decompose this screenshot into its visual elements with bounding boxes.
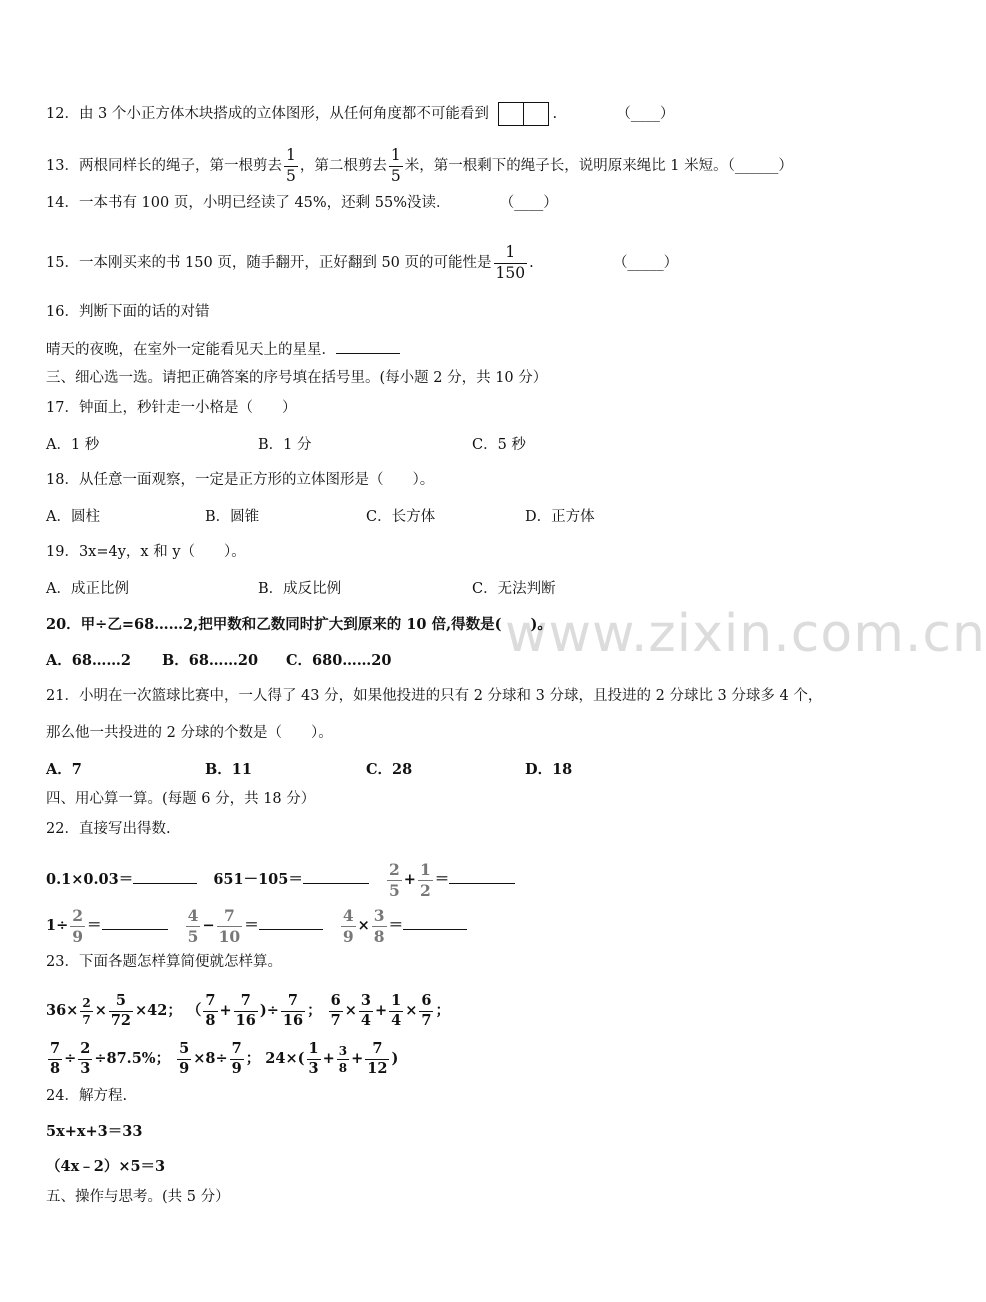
fraction: $\frac{2}{3}$ [80,1040,91,1077]
answer-blank[interactable] [102,929,168,930]
answer-blank[interactable] [449,883,515,884]
fraction: $\frac{1}{4}$ [391,992,402,1029]
fraction: $\frac{7}{16}$ [235,992,256,1029]
option-b: B．圆锥 [205,509,260,525]
option-b: B．68……20 [162,652,259,669]
question-23-row-2: $\frac{7}{8}$ ÷ $\frac{2}{3}$ ÷87.5%； $\frac{5}{9}$ ×8÷ $\frac{7}{9}$ ； 24×( $\frac{1}{3}$ + $\frac{3}{8}$ + $\frac{7}{12}$ ) [50,1040,399,1077]
fraction: $\frac{2}{9}$ [72,906,84,946]
question-20-stem: 20．甲÷乙=68……2,把甲数和乙数同时扩大到原来的 10 倍,得数是( )。 [46,616,552,633]
question-16-statement: 晴天的夜晚，在室外一定能看见天上的星星． [46,340,400,360]
question-14: 14．一本书有 100 页，小明已经读了 45%，还剩 55%没读． （____） [46,195,558,211]
option-b: B．1 分 [258,437,312,453]
option-d: D．18 [525,761,573,778]
question-21-stem-line2: 那么他一共投进的 2 分球的个数是（ ）。 [46,725,333,741]
option-c: C．长方体 [366,509,436,525]
question-18-stem: 18．从任意一面观察，一定是正方形的立体图形是（ ）。 [46,472,435,488]
section-4-heading: 四、用心算一算。(每题 6 分，共 18 分） [46,791,316,807]
question-24-title: 24．解方程. [46,1088,128,1104]
fraction: $\frac{7}{16}$ [282,992,304,1029]
question-17-stem: 17．钟面上，秒针走一小格是（ ） [46,400,297,416]
fraction: $\frac{4}{5}$ [187,906,199,946]
equation-1: 5x+x+3＝33 [46,1123,143,1140]
answer-paren: （____） [616,106,675,122]
option-a: A．成正比例 [46,581,129,597]
option-a: A．68……2 [46,652,132,669]
fraction: $\frac{5}{9}$ [179,1040,190,1077]
question-13: 13．两根同样长的绳子，第一根剪去 $\frac{1}{5}$ ，第二根剪去 $\frac{1}{5}$ 米，第一根剩下的绳子长，说明原来绳比 1 米短。（______） [46,146,793,185]
fraction: $\frac{3}{8}$ [338,1043,348,1075]
option-c: C．5 秒 [472,437,526,453]
question-16-title: 16．判断下面的话的对错 [46,304,210,320]
answer-blank[interactable] [259,929,323,930]
option-c: C．28 [366,761,413,778]
fraction: $\frac{2}{5}$ [389,860,400,900]
question-19-stem: 19．3x=4y，x 和 y（ ）。 [46,544,246,560]
option-a: A．7 [46,761,82,778]
answer-paren: （____） [499,195,558,211]
answer-blank[interactable] [133,883,197,884]
answer-blank[interactable] [403,929,467,930]
section-5-heading: 五、操作与思考。(共 5 分） [46,1189,230,1205]
answer-paren: （_____） [612,255,679,271]
fraction: $\frac{5}{72}$ [110,992,132,1029]
fraction: $\frac{7}{12}$ [367,1040,388,1077]
fraction: $\frac{7}{9}$ [231,1040,242,1077]
question-22-title: 22．直接写出得数. [46,821,171,837]
fraction: $\frac{1}{5}$ [285,146,296,185]
fraction: $\frac{3}{4}$ [360,992,371,1029]
option-c: C．无法判断 [472,581,556,597]
fraction: $\frac{7}{8}$ [205,992,216,1029]
option-b: B．成反比例 [258,581,342,597]
question-12: 12．由 3 个小正方体木块搭成的立体图形，从任何角度都不可能看到 . （____） [46,102,674,126]
section-3-heading: 三、细心选一选。请把正确答案的序号填在括号里。(每小题 2 分，共 10 分） [46,370,548,386]
option-a: A．1 秒 [46,437,100,453]
fraction: $\frac{6}{7}$ [421,992,432,1029]
question-15: 15．一本刚买来的书 150 页，随手翻开，正好翻到 50 页的可能性是 $\frac{1}{150}$ . （_____） [46,243,679,282]
fraction: $\frac{7}{10}$ [218,906,241,946]
answer-blank[interactable] [303,883,369,884]
fraction: $\frac{7}{8}$ [50,1040,61,1077]
option-a: A．圆柱 [46,509,100,525]
fraction: $\frac{1}{3}$ [308,1040,319,1077]
fraction: $\frac{4}{9}$ [342,906,354,946]
question-22-row-2: 1÷ $\frac{2}{9}$ ＝ $\frac{4}{5}$ − $\frac{7}{10}$ ＝ $\frac{4}{9}$ × $\frac{3}{8}$ ＝ [46,908,467,944]
watermark: www.zixin.com.cn [505,604,986,664]
question-23-row-1: 36× $\frac{2}{7}$ × $\frac{5}{72}$ ×42； （ $\frac{7}{8}$ + $\frac{7}{16}$ )÷ $\frac{7}{16}$ ； $\frac{6}{7}$ × $\frac{3}{4}$ + $\frac{1}{4}$ × $\frac{6}{7}$ ； [46,992,450,1029]
option-c: C．680……20 [286,652,392,669]
option-d: D．正方体 [525,509,595,525]
fraction: $\frac{1}{5}$ [390,146,401,185]
question-22-row-1: 0.1×0.03＝ 651－105＝ $\frac{2}{5}$ + $\frac{1}{2}$ ＝ [46,862,515,898]
question-12-text: 12．由 3 个小正方体木块搭成的立体图形，从任何角度都不可能看到 [46,106,489,122]
answer-blank[interactable] [336,353,400,354]
fraction: $\frac{6}{7}$ [330,992,341,1029]
fraction: $\frac{1}{150}$ [495,243,526,282]
two-squares-figure [498,102,549,126]
option-b: B．11 [205,761,252,778]
fraction: $\frac{2}{7}$ [82,995,91,1027]
fraction: $\frac{3}{8}$ [373,906,385,946]
fraction: $\frac{1}{2}$ [419,860,431,900]
equation-2: （4x﹣2）×5＝3 [46,1158,166,1175]
question-21-stem-line1: 21．小明在一次篮球比赛中，一人得了 43 分，如果他投进的只有 2 分球和 3 分球，且投进的 2 分球比 3 分球多 4 个， [46,688,823,704]
question-23-title: 23．下面各题怎样算简便就怎样算。 [46,954,282,970]
